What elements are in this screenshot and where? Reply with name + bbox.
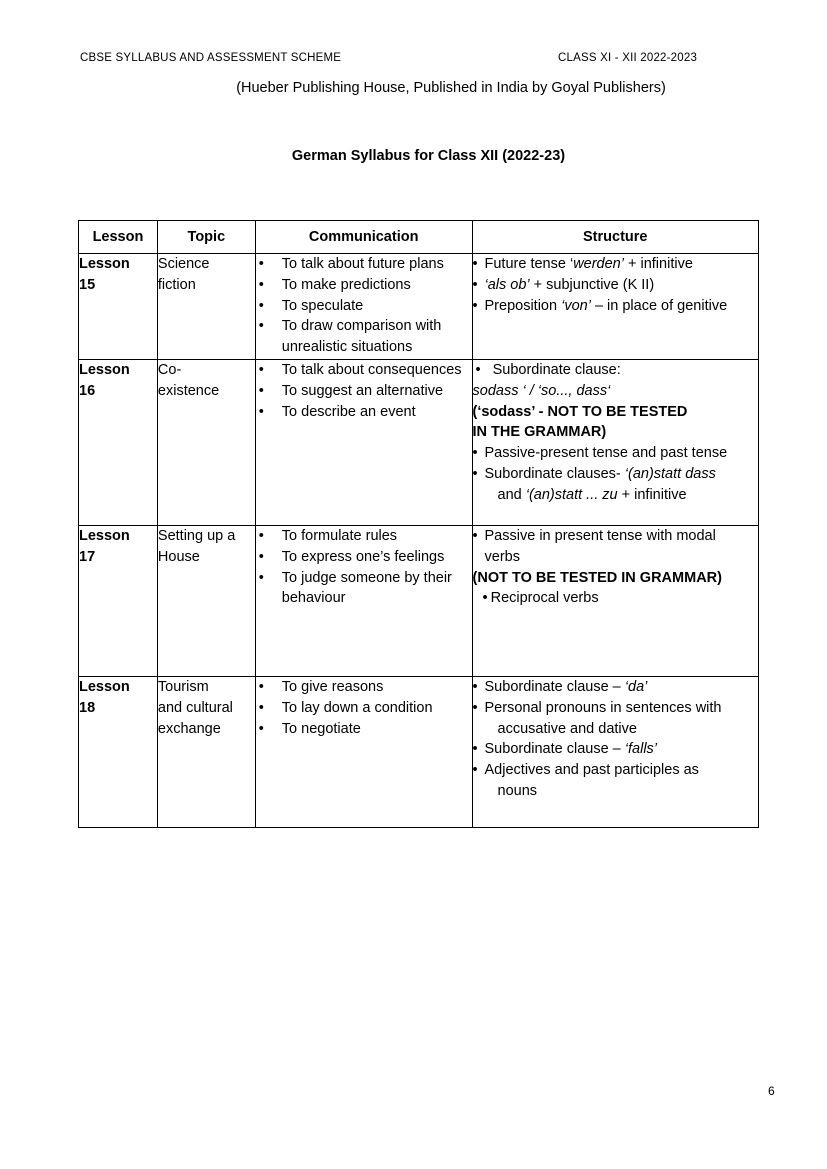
list-item: • To talk about consequences (256, 360, 472, 381)
list-item: • To speculate (256, 296, 472, 317)
topic-text: Setting up a (157, 528, 236, 544)
bullet-icon: • (258, 403, 264, 420)
bullet-icon: • (472, 445, 478, 462)
column-header-structure: Structure (472, 221, 758, 254)
bullet-icon: • (472, 465, 478, 482)
lesson-number: 15 (79, 276, 96, 293)
structure-cell (472, 526, 758, 677)
bullet-icon: • (472, 741, 478, 758)
topic-text: existence (157, 382, 220, 399)
column-header-lesson: Lesson (79, 221, 158, 254)
topic-cell (157, 677, 255, 828)
structure-cell (472, 360, 758, 526)
list-item: • Passive in present tense with modal verbs (472, 528, 716, 565)
table-row-lesson-15 (79, 254, 759, 360)
lesson-cell (79, 254, 158, 360)
list-item: • Subordinate clause – ‘da’ (473, 677, 758, 698)
exam-note: IN THE GRAMMAR) (472, 424, 607, 441)
publisher-note: (Hueber Publishing House, Published in India by Goyal Publishers) (236, 80, 666, 96)
bullet-icon: • (472, 699, 478, 716)
bullet-icon: • (472, 679, 478, 695)
list-item: • To judge someone by their behaviour (258, 569, 452, 607)
column-header-communication: Communication (255, 221, 472, 254)
topic-text: Co- (157, 362, 182, 378)
topic-cell (157, 360, 255, 526)
list-item: • Future tense ‘werden’ + infinitive (473, 254, 758, 275)
communication-cell (255, 677, 472, 828)
lesson-cell (79, 526, 158, 677)
document-title: German Syllabus for Class XII (2022-23) (291, 148, 566, 164)
topic-text: Tourism (157, 679, 209, 695)
topic-cell (157, 526, 255, 677)
list-item: • To lay down a condition (256, 698, 472, 719)
list-item: • Preposition ‘von’ – in place of genitive (473, 296, 758, 317)
structure-cell (472, 677, 758, 828)
bullet-icon: • (258, 679, 264, 695)
bullet-icon: • (258, 548, 264, 565)
bullet-icon: • (258, 699, 264, 716)
bullet-icon: • (258, 297, 264, 314)
list-item: • Subordinate clauses- ‘(an)statt dass and ‘(an)statt ... zu + infinitive (472, 465, 716, 503)
lesson-number: 18 (79, 699, 96, 716)
lesson-cell (79, 360, 158, 526)
list-item: • To formulate rules (256, 526, 472, 547)
list-item: • To describe an event (256, 402, 472, 423)
lesson-label: Lesson (79, 256, 130, 272)
syllabus-table (78, 220, 759, 828)
bullet-icon: • (472, 297, 478, 314)
bullet-icon: • (258, 528, 264, 544)
list-item: • ‘als ob’ + subjunctive (K II) (473, 275, 758, 296)
bullet-icon: • (472, 276, 478, 293)
list-item: • Subordinate clause: (473, 360, 758, 381)
table-row-lesson-17 (79, 526, 759, 677)
bullet-icon: • (475, 362, 481, 378)
topic-text: Science (157, 256, 210, 272)
bullet-icon: • (258, 569, 264, 586)
exam-note: (‘sodass’ - NOT TO BE TESTED (472, 403, 688, 420)
bullet-icon: • (258, 318, 264, 335)
lesson-label: Lesson (79, 679, 130, 695)
list-item: • Reciprocal verbs (482, 590, 599, 607)
structure-italic: sodass ‘ / ‘so..., dass‘ (472, 382, 611, 399)
bullet-icon: • (472, 528, 478, 544)
list-item: • To draw comparison with unrealistic situations (258, 318, 442, 356)
structure-cell (472, 254, 758, 360)
bullet-icon: • (472, 256, 478, 272)
lesson-label: Lesson (79, 362, 130, 378)
bullet-icon: • (258, 362, 264, 378)
list-item: • To negotiate (256, 719, 472, 740)
lesson-label: Lesson (79, 528, 130, 544)
list-item: • To give reasons (256, 677, 472, 698)
table-row-lesson-18 (79, 677, 759, 828)
list-item: • To express one’s feelings (256, 547, 472, 568)
list-item: • Passive-present tense and past tense (473, 443, 758, 464)
bullet-icon: • (258, 276, 264, 293)
running-header-left: CBSE SYLLABUS AND ASSESSMENT SCHEME (80, 52, 342, 64)
communication-cell (255, 360, 472, 526)
bullet-icon: • (258, 382, 264, 399)
topic-cell (157, 254, 255, 360)
table-header-row (79, 221, 759, 254)
list-item: • To talk about future plans (256, 254, 472, 275)
lesson-number: 17 (79, 548, 96, 565)
bullet-icon: • (472, 762, 478, 779)
list-item: • Personal pronouns in sentences with accusative and dative (472, 699, 722, 737)
table-row-lesson-16 (79, 360, 759, 526)
list-item: • To suggest an alternative (256, 381, 472, 402)
exam-note: (NOT TO BE TESTED IN GRAMMAR) (472, 569, 722, 586)
communication-cell (255, 254, 472, 360)
bullet-icon: • (482, 590, 488, 607)
topic-text: exchange (157, 720, 221, 737)
column-header-topic: Topic (157, 221, 255, 254)
topic-text: House (157, 548, 200, 565)
topic-text: and cultural (157, 699, 233, 716)
running-header-right: CLASS XI - XII 2022-2023 (558, 52, 698, 64)
page-number: 6 (768, 1084, 775, 1098)
list-item: • Adjectives and past participles as nouns (472, 762, 699, 799)
list-item: • To make predictions (256, 275, 472, 296)
communication-cell (255, 526, 472, 677)
lesson-number: 16 (79, 382, 96, 399)
list-item: • Subordinate clause – ‘falls’ (473, 739, 758, 760)
bullet-icon: • (258, 256, 264, 272)
lesson-cell (79, 677, 158, 828)
topic-text: fiction (157, 276, 196, 293)
bullet-icon: • (258, 720, 264, 737)
